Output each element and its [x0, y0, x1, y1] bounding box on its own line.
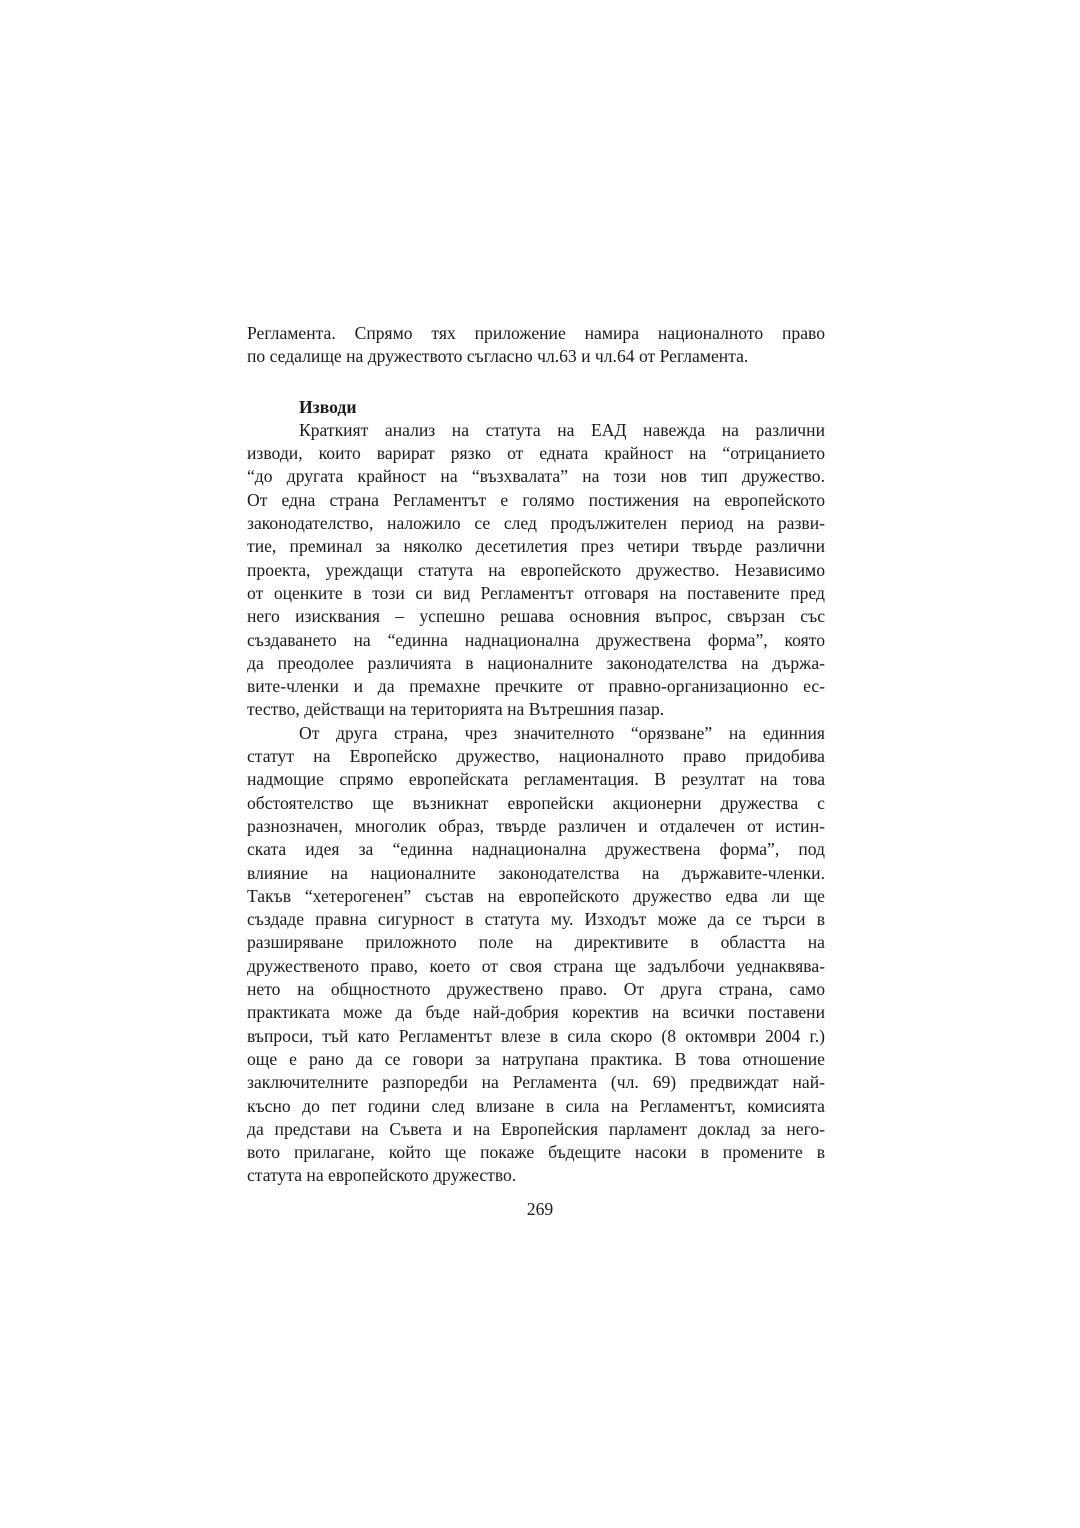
- text-line: От една страна Регламентът е голямо постижения на европейското: [247, 489, 825, 510]
- text-line: въпроси, тъй като Регламентът влезе в сила скоро (8 октомври 2004 г.): [247, 1025, 825, 1046]
- text-line: ската идея за “единна наднационална дружествена форма”, под: [247, 839, 825, 860]
- text-line: да преодолее различията в националните законодателства на държа-: [247, 652, 825, 673]
- text-line: от оценките в този си вид Регламентът отговаря на поставените пред: [247, 582, 825, 603]
- intro-paragraph: [247, 322, 825, 369]
- text-line: разширяване приложното поле на директивите в областта на: [247, 932, 825, 953]
- text-line: законодателство, наложило се след продължителен период на разви-: [247, 513, 825, 534]
- section-heading: Изводи: [299, 396, 357, 417]
- conclusion-paragraph-2: [247, 722, 825, 1188]
- text-line: практиката може да бъде най-добрия коректив на всички поставени: [247, 1002, 825, 1023]
- text-line: влияние на националните законодателства на държавите-членки.: [247, 862, 825, 883]
- text-line: Такъв “хетерогенен” състав на европейското дружество едва ли ще: [247, 885, 825, 906]
- text-line: по седалище на дружеството съгласно чл.63 и чл.64 от Регламента.: [247, 346, 749, 367]
- text-line: изводи, които варират рязко от едната крайност на “отрицанието: [247, 443, 825, 464]
- text-line: обстоятелство ще възникнат европейски акционерни дружества с: [247, 792, 825, 813]
- text-line: създаването на “единна наднационална дружествена форма”, която: [247, 629, 825, 650]
- text-line: Регламента. Спрямо тях приложение намира националното право: [247, 323, 825, 343]
- text-line: вото прилагане, който ще покаже бъдещите насоки в промените в: [247, 1142, 825, 1163]
- conclusion-paragraph-1: [247, 419, 825, 722]
- page-number: 269: [526, 1199, 554, 1219]
- text-line: статута на европейското дружество.: [247, 1165, 517, 1186]
- text-line: “до другата крайност на “възхвалата” на този нов тип дружество.: [247, 466, 825, 487]
- text-line: създаде правна сигурност в статута му. Изходът може да се търси в: [247, 909, 825, 930]
- text-line: още е рано да се говори за натрупана практика. В това отношение: [247, 1048, 825, 1069]
- text-line: Краткият анализ на статута на ЕАД навежда на различни: [299, 419, 825, 440]
- body-text: [247, 322, 825, 1188]
- text-line: него изисквания – успешно решава основния въпрос, свързан със: [247, 606, 825, 627]
- text-line: нето на общностното дружествено право. От друга страна, само: [247, 979, 825, 1000]
- text-line: проекта, уреждащи статута на европейското дружество. Независимо: [247, 559, 825, 580]
- text-line: да представи на Съвета и на Европейския парламент доклад за него-: [247, 1118, 825, 1139]
- text-line: тество, действащи на територията на Вътрешния пазар.: [247, 699, 665, 720]
- text-line: надмощие спрямо европейската регламентация. В резултат на това: [247, 769, 825, 790]
- paragraph-gap: [247, 369, 825, 396]
- text-line: разнозначен, многолик образ, твърде различен и отдалечен от истин-: [247, 815, 825, 836]
- text-line: вите-членки и да премахне пречките от правно-организационно ес-: [247, 676, 825, 697]
- text-line: тие, преминал за няколко десетилетия през четири твърде различни: [247, 536, 825, 557]
- text-line: От друга страна, чрез значителното “орязване” на единния: [299, 722, 825, 743]
- text-line: заключителните разпоредби на Регламента (чл. 69) предвиждат най-: [247, 1072, 825, 1093]
- text-line: дружественото право, което от своя страна ще задълбочи уеднаквява-: [247, 955, 825, 976]
- text-line: късно до пет години след влизане в сила на Регламентът, комисията: [247, 1095, 825, 1116]
- text-line: статут на Европейско дружество, националното право придобива: [247, 746, 825, 767]
